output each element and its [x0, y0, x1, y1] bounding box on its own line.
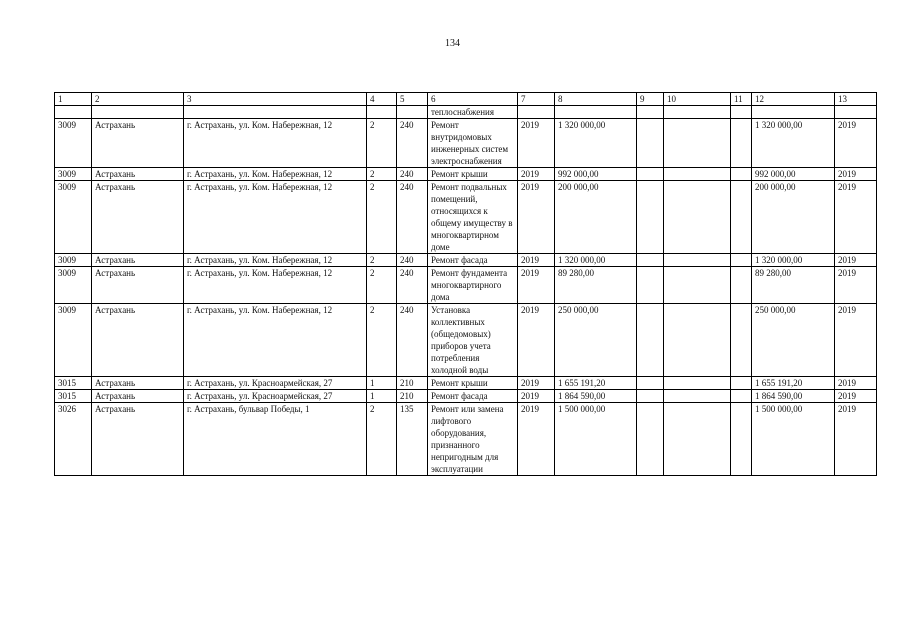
col-cost-cell: 250 000,00: [555, 304, 637, 377]
table-row: [55, 168, 877, 181]
header-col-year-end: 13: [835, 93, 877, 106]
table-row: [55, 254, 877, 267]
col-municipality-cell: Астрахань: [92, 377, 184, 390]
col-10-cell: [664, 181, 731, 254]
col-work-type-cell: Ремонт крыши: [428, 168, 518, 181]
header-col-address: 3: [184, 93, 367, 106]
col-10-cell: [664, 377, 731, 390]
col-10-cell: [664, 267, 731, 304]
col-work-type-cell: Ремонт подвальных помещений, относящихся к общему имуществу в многоквартирном доме: [428, 181, 518, 254]
col-4-cell: 2: [367, 304, 397, 377]
col-address-cell: г. Астрахань, ул. Красноармейская, 27: [184, 377, 367, 390]
col-year-cell: 2019: [518, 377, 555, 390]
col-id-cell: 3009: [55, 181, 92, 254]
table-row: [55, 119, 877, 168]
col-municipality-cell: Астрахань: [92, 181, 184, 254]
page-number: 134: [445, 38, 460, 49]
table-header-row: [55, 93, 877, 106]
col-9-cell: [637, 168, 664, 181]
table-row: [55, 304, 877, 377]
col-id-cell: 3026: [55, 403, 92, 476]
col-total-cell: 1 320 000,00: [752, 254, 835, 267]
col-total-cell: 89 280,00: [752, 267, 835, 304]
col-5-cell: 240: [397, 267, 428, 304]
col-cost-cell: 1 500 000,00: [555, 403, 637, 476]
col-year-end-cell: 2019: [835, 181, 877, 254]
col-total-cell: 1 320 000,00: [752, 119, 835, 168]
col-year-cell: [518, 106, 555, 119]
col-id-cell: 3009: [55, 254, 92, 267]
col-cost-cell: 1 655 191,20: [555, 377, 637, 390]
col-municipality-cell: Астрахань: [92, 403, 184, 476]
col-10-cell: [664, 119, 731, 168]
col-year-end-cell: 2019: [835, 119, 877, 168]
header-col-work-type: 6: [428, 93, 518, 106]
repair-program-table: [54, 92, 877, 476]
header-col-year: 7: [518, 93, 555, 106]
col-4-cell: 2: [367, 119, 397, 168]
col-11-cell: [731, 377, 752, 390]
col-cost-cell: [555, 106, 637, 119]
col-9-cell: [637, 181, 664, 254]
col-4-cell: 2: [367, 181, 397, 254]
col-5-cell: 240: [397, 168, 428, 181]
col-total-cell: 1 864 590,00: [752, 390, 835, 403]
col-total-cell: [752, 106, 835, 119]
col-4-cell: [367, 106, 397, 119]
col-11-cell: [731, 304, 752, 377]
col-work-type-cell: Ремонт фасада: [428, 254, 518, 267]
col-municipality-cell: Астрахань: [92, 254, 184, 267]
col-work-type-cell: Ремонт фундамента многоквартирного дома: [428, 267, 518, 304]
header-col-municipality: 2: [92, 93, 184, 106]
col-id-cell: 3009: [55, 267, 92, 304]
col-work-type-cell: Ремонт или замена лифтового оборудования, признанного непригодным для эксплуатации: [428, 403, 518, 476]
col-address-cell: [184, 106, 367, 119]
col-id-cell: 3009: [55, 119, 92, 168]
col-11-cell: [731, 168, 752, 181]
col-id-cell: 3009: [55, 168, 92, 181]
col-municipality-cell: Астрахань: [92, 304, 184, 377]
col-5-cell: 210: [397, 377, 428, 390]
col-address-cell: г. Астрахань, ул. Ком. Набережная, 12: [184, 267, 367, 304]
col-11-cell: [731, 106, 752, 119]
col-9-cell: [637, 390, 664, 403]
col-address-cell: г. Астрахань, ул. Красноармейская, 27: [184, 390, 367, 403]
col-work-type-cell: Ремонт фасада: [428, 390, 518, 403]
col-address-cell: г. Астрахань, ул. Ком. Набережная, 12: [184, 119, 367, 168]
header-col-total: 12: [752, 93, 835, 106]
col-10-cell: [664, 168, 731, 181]
col-5-cell: 240: [397, 254, 428, 267]
col-9-cell: [637, 254, 664, 267]
col-id-cell: 3009: [55, 304, 92, 377]
col-5-cell: 240: [397, 119, 428, 168]
col-10-cell: [664, 304, 731, 377]
col-year-end-cell: 2019: [835, 168, 877, 181]
col-total-cell: 992 000,00: [752, 168, 835, 181]
col-year-cell: 2019: [518, 390, 555, 403]
col-year-end-cell: 2019: [835, 304, 877, 377]
table-row: [55, 106, 877, 119]
col-4-cell: 2: [367, 267, 397, 304]
col-address-cell: г. Астрахань, ул. Ком. Набережная, 12: [184, 254, 367, 267]
col-work-type-cell: Ремонт внутридомовых инженерных систем электроснабжения: [428, 119, 518, 168]
col-total-cell: 200 000,00: [752, 181, 835, 254]
col-11-cell: [731, 119, 752, 168]
header-col-cost: 8: [555, 93, 637, 106]
col-11-cell: [731, 254, 752, 267]
col-cost-cell: 200 000,00: [555, 181, 637, 254]
col-9-cell: [637, 119, 664, 168]
col-cost-cell: 89 280,00: [555, 267, 637, 304]
table-row: [55, 377, 877, 390]
col-work-type-cell: Ремонт крыши: [428, 377, 518, 390]
col-year-cell: 2019: [518, 181, 555, 254]
col-municipality-cell: [92, 106, 184, 119]
col-9-cell: [637, 403, 664, 476]
col-4-cell: 2: [367, 254, 397, 267]
header-col-id: 1: [55, 93, 92, 106]
header-col-5: 5: [397, 93, 428, 106]
col-year-cell: 2019: [518, 254, 555, 267]
col-5-cell: 210: [397, 390, 428, 403]
col-4-cell: 2: [367, 403, 397, 476]
header-col-9: 9: [637, 93, 664, 106]
col-5-cell: 240: [397, 304, 428, 377]
col-11-cell: [731, 267, 752, 304]
col-10-cell: [664, 106, 731, 119]
col-year-end-cell: 2019: [835, 377, 877, 390]
col-id-cell: 3015: [55, 377, 92, 390]
col-11-cell: [731, 390, 752, 403]
col-4-cell: 1: [367, 390, 397, 403]
col-total-cell: 1 500 000,00: [752, 403, 835, 476]
col-total-cell: 250 000,00: [752, 304, 835, 377]
col-4-cell: 2: [367, 168, 397, 181]
col-11-cell: [731, 403, 752, 476]
table-row: [55, 403, 877, 476]
col-11-cell: [731, 181, 752, 254]
col-id-cell: 3015: [55, 390, 92, 403]
col-municipality-cell: Астрахань: [92, 119, 184, 168]
col-address-cell: г. Астрахань, ул. Ком. Набережная, 12: [184, 304, 367, 377]
col-address-cell: г. Астрахань, ул. Ком. Набережная, 12: [184, 181, 367, 254]
col-year-cell: 2019: [518, 119, 555, 168]
col-id-cell: [55, 106, 92, 119]
col-year-end-cell: [835, 106, 877, 119]
col-year-end-cell: 2019: [835, 267, 877, 304]
col-municipality-cell: Астрахань: [92, 390, 184, 403]
col-year-cell: 2019: [518, 168, 555, 181]
col-cost-cell: 1 864 590,00: [555, 390, 637, 403]
col-10-cell: [664, 403, 731, 476]
header-col-10: 10: [664, 93, 731, 106]
col-9-cell: [637, 377, 664, 390]
col-10-cell: [664, 254, 731, 267]
col-work-type-cell: теплоснабжения: [428, 106, 518, 119]
col-5-cell: 135: [397, 403, 428, 476]
col-year-cell: 2019: [518, 403, 555, 476]
col-municipality-cell: Астрахань: [92, 267, 184, 304]
col-cost-cell: 992 000,00: [555, 168, 637, 181]
header-col-11: 11: [731, 93, 752, 106]
col-year-end-cell: 2019: [835, 390, 877, 403]
col-5-cell: 240: [397, 181, 428, 254]
col-cost-cell: 1 320 000,00: [555, 254, 637, 267]
table-row: [55, 181, 877, 254]
col-year-end-cell: 2019: [835, 254, 877, 267]
col-year-cell: 2019: [518, 304, 555, 377]
header-col-4: 4: [367, 93, 397, 106]
col-9-cell: [637, 304, 664, 377]
col-year-end-cell: 2019: [835, 403, 877, 476]
col-9-cell: [637, 267, 664, 304]
table-row: [55, 390, 877, 403]
col-work-type-cell: Установка коллективных (общедомовых) приборов учета потребления холодной воды: [428, 304, 518, 377]
col-address-cell: г. Астрахань, бульвар Победы, 1: [184, 403, 367, 476]
col-year-cell: 2019: [518, 267, 555, 304]
col-address-cell: г. Астрахань, ул. Ком. Набережная, 12: [184, 168, 367, 181]
col-total-cell: 1 655 191,20: [752, 377, 835, 390]
col-4-cell: 1: [367, 377, 397, 390]
col-municipality-cell: Астрахань: [92, 168, 184, 181]
col-5-cell: [397, 106, 428, 119]
col-9-cell: [637, 106, 664, 119]
col-10-cell: [664, 390, 731, 403]
table-row: [55, 267, 877, 304]
col-cost-cell: 1 320 000,00: [555, 119, 637, 168]
